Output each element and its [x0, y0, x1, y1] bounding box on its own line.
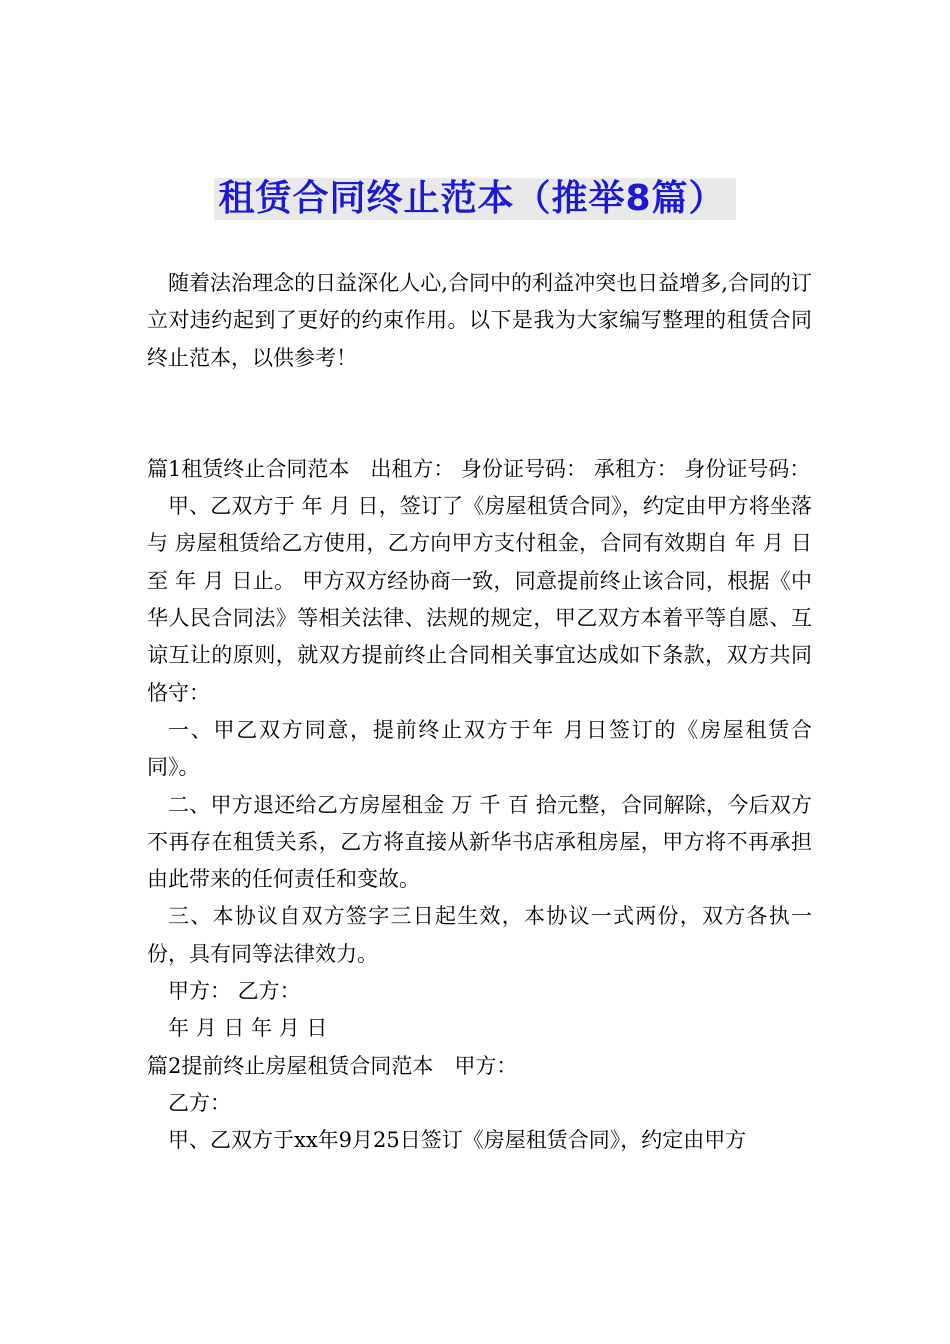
clause-1: 一、甲乙双方同意，提前终止双方于年 月日签订的《房屋租赁合同》。	[147, 717, 812, 780]
party-b-line: 乙方：	[168, 1090, 231, 1115]
title-container	[0, 178, 950, 220]
section-2-paragraph: 甲、乙双方于xx年9月25日签订《房屋租赁合同》，约定由甲方	[168, 1128, 747, 1153]
section-2-heading: 篇2提前终止房屋租赁合同范本 甲方：	[147, 1053, 518, 1078]
section-1-heading: 篇1租赁终止合同范本 出租方： 身份证号码： 承租方： 身份证号码：	[147, 456, 811, 481]
paragraph-spacer	[147, 377, 812, 451]
intro-paragraph: 随着法治理念的日益深化人心,合同中的利益冲突也日益增多,合同的订立对违约起到了更好的约束作用。以下是我为大家编写整理的租赁合同终止范本，以供参考！	[147, 271, 812, 370]
document-title: 租赁合同终止范本（推举8篇）	[214, 178, 735, 220]
document-body	[147, 265, 812, 1160]
clause-3: 三、本协议自双方签字三日起生效，本协议一式两份，双方各执一份，具有同等法律效力。	[147, 904, 812, 966]
date-line: 年 月 日 年 月 日	[168, 1016, 328, 1041]
signature-line: 甲方： 乙方：	[168, 979, 301, 1004]
section-1-paragraph: 甲、乙双方于 年 月 日，签订了《房屋租赁合同》，约定由甲方将坐落与 房屋租赁给乙方使用，乙方向甲方支付租金，合同有效期自 年 月 日至 年 月 日止。 甲方双方经协商一致，同意提前终止该合同，根据《中华人民合同法》等相关法律、法规的规定，甲乙双方本着平等自愿、互谅互让的原则，就双方提前终止合同相关事宜达成如下条款，双方共同恪守：	[147, 494, 812, 705]
clause-2: 二、甲方退还给乙方房屋租金 万 千 百 拾元整，合同解除，今后双方不再存在租赁关系，乙方将直接从新华书店承租房屋，甲方将不再承担由此带来的任何责任和变故。	[147, 792, 812, 892]
